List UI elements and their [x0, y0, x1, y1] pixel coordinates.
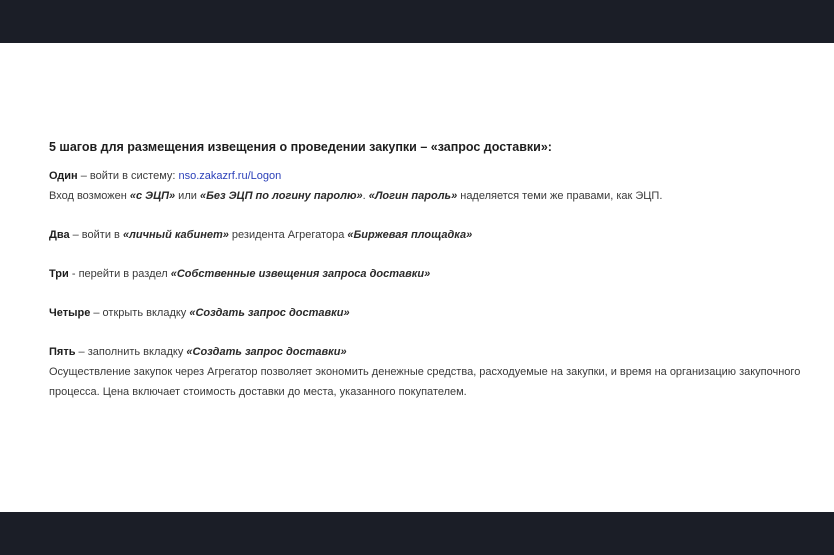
note-em-login: «Логин пароль» — [368, 189, 458, 202]
step-five-em-tab: «Создать запрос доставки» — [186, 346, 347, 359]
step-four — [49, 304, 809, 324]
step-three-number: Три — [49, 267, 69, 280]
step-two — [49, 226, 809, 246]
page-heading: 5 шагов для размещения извещения о проведении закупки – «запрос доставки»: — [49, 140, 552, 154]
step-one-note — [49, 187, 809, 207]
note-em-no-ecp: «Без ЭЦП по логину паролю» — [199, 189, 363, 202]
step-one-number: Один — [49, 170, 78, 182]
step-five — [49, 343, 809, 363]
step-three-text: - перейти в раздел — [68, 267, 171, 280]
logon-link[interactable]: nso.zakazrf.ru/Logon — [178, 170, 282, 182]
note-text: или — [175, 189, 200, 202]
note-text: Вход возможен — [49, 189, 130, 202]
step-three — [49, 265, 809, 285]
step-four-number: Четыре — [49, 307, 91, 320]
note-em-ecp: «с ЭЦП» — [129, 189, 176, 202]
instructions-block — [49, 138, 809, 402]
step-two-text: резидента Агрегатора — [228, 228, 348, 241]
step-five-text: – заполнить вкладку — [75, 346, 187, 359]
step-four-text: – открыть вкладку — [90, 307, 190, 320]
step-two-em-exchange: «Биржевая площадка» — [347, 228, 473, 241]
step-three-em-section: «Собственные извещения запроса доставки» — [170, 267, 431, 280]
note-text: . — [362, 189, 369, 202]
step-four-em-tab: «Создать запрос доставки» — [189, 307, 350, 320]
step-one-text: – войти в систему: — [77, 170, 179, 182]
step-two-number: Два — [49, 228, 70, 241]
step-five-paragraph: Осуществление закупок через Агрегатор позволяет экономить денежные средства, расходуемые на закупки, и время на организацию закупочного процесса. Цена включает стоимость доставки до места, указанного покупателем. — [49, 365, 801, 398]
step-two-em-cabinet: «личный кабинет» — [122, 228, 229, 241]
step-five-number: Пять — [49, 346, 76, 359]
top-bar — [0, 0, 834, 43]
note-text: наделяется теми же правами, как ЭЦП. — [457, 189, 663, 202]
step-one — [49, 167, 809, 187]
bottom-bar — [0, 512, 834, 555]
step-two-text: – войти в — [69, 228, 123, 241]
